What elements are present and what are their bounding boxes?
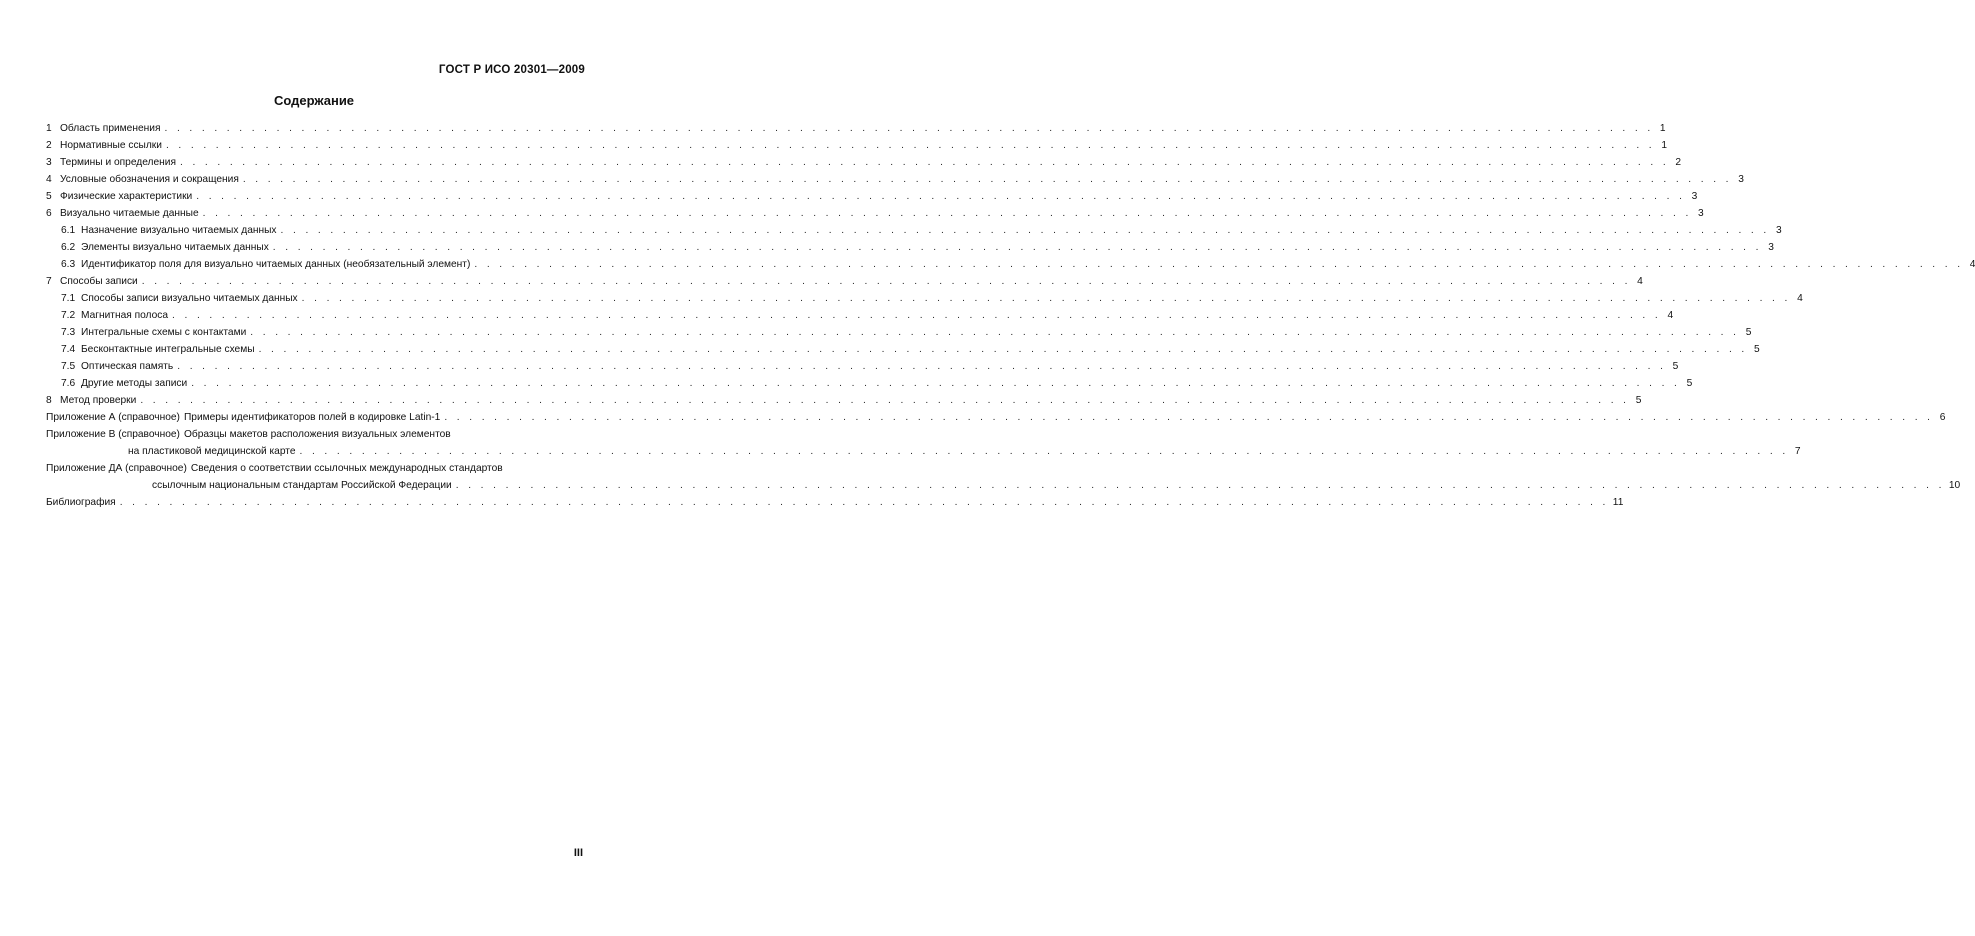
- toc-entry-title: Библиография: [46, 497, 116, 508]
- dot-leader: . . . . . . . . . . . . . . . . . . . . . . . . . . . . . . . . . . . . . . . . . . . . . . . . . . . . . . . . . . . . . . . . . . . . . . . . . . . . . . . . . . . . . . . . . . . . . . . . . . . . . . . . . . . . . . . . . . . . . . . .: [250, 327, 1740, 338]
- toc-entry-title: Нормативные ссылки: [60, 140, 162, 151]
- toc-entry-number: 2: [46, 140, 52, 151]
- toc-entry-number: 7.5: [61, 361, 76, 372]
- toc-entry-page: 5: [1686, 378, 1693, 389]
- toc-entry-number: 4: [46, 174, 52, 185]
- dot-leader: . . . . . . . . . . . . . . . . . . . . . . . . . . . . . . . . . . . . . . . . . . . . . . . . . . . . . . . . . . . . . . . . . . . . . . . . . . . . . . . . . . . . . . . . . . . . . . . . . . . . . . . . . . . . . . . . . . . . . . . .: [258, 344, 1748, 355]
- dot-leader: . . . . . . . . . . . . . . . . . . . . . . . . . . . . . . . . . . . . . . . . . . . . . . . . . . . . . . . . . . . . . . . . . . . . . . . . . . . . . . . . . . . . . . . . . . . . . . . . . . . . . . . . . . . . . . . . . . . . . . . .: [140, 395, 1630, 406]
- appendix-title-line2-row: [46, 443, 1801, 460]
- toc-entry-number: 7.3: [61, 327, 76, 338]
- toc-entry-page: 2: [1675, 157, 1682, 168]
- appendix-title: Примеры идентификаторов полей в кодировке Latin-1: [183, 412, 441, 423]
- toc-entry-page: 5: [1672, 361, 1679, 372]
- toc-entry-title: Другие методы записи: [81, 378, 188, 389]
- toc-entry-page: 5: [1635, 395, 1642, 406]
- toc-entry[interactable]: [46, 375, 1693, 392]
- dot-leader: . . . . . . . . . . . . . . . . . . . . . . . . . . . . . . . . . . . . . . . . . . . . . . . . . . . . . . . . . . . . . . . . . . . . . . . . . . . . . . . . . . . . . . . . . . . . . . . . . . . . . . . . . . . . . . . . . . . . . . . .: [455, 480, 1945, 491]
- appendix-heading-line: [46, 460, 583, 477]
- dot-leader: . . . . . . . . . . . . . . . . . . . . . . . . . . . . . . . . . . . . . . . . . . . . . . . . . . . . . . . . . . . . . . . . . . . . . . . . . . . . . . . . . . . . . . . . . . . . . . . . . . . . . . . . . . . . . . . . . . . . . . . .: [177, 361, 1667, 372]
- toc-entry-number: 7: [46, 276, 52, 287]
- toc-entry-title: Идентификатор поля для визуально читаемых данных (необязательный элемент): [81, 259, 471, 270]
- toc-entry[interactable]: [46, 358, 1679, 375]
- toc-entry-number: 5: [46, 191, 52, 202]
- toc-entry-title: Назначение визуально читаемых данных: [81, 225, 277, 236]
- appendix-label: Приложение ДА (справочное): [46, 463, 187, 474]
- appendix-title-line1: Образцы макетов расположения визуальных элементов: [183, 429, 451, 440]
- toc-entry-number: 6.3: [61, 259, 76, 270]
- toc-title: Содержание: [273, 93, 355, 108]
- toc-entry-page: 3: [1775, 225, 1782, 236]
- appendix-heading-line: [46, 426, 583, 443]
- toc-entry-title: Способы записи: [60, 276, 138, 287]
- toc-entry[interactable]: [46, 392, 1642, 409]
- dot-leader: . . . . . . . . . . . . . . . . . . . . . . . . . . . . . . . . . . . . . . . . . . . . . . . . . . . . . . . . . . . . . . . . . . . . . . . . . . . . . . . . . . . . . . . . . . . . . . . . . . . . . . . . . . . . . . . . . . . . . . . .: [202, 208, 1692, 219]
- toc-entry[interactable]: [46, 171, 1744, 188]
- toc-entry[interactable]: [46, 205, 1704, 222]
- toc-entry-title: Область применения: [60, 123, 161, 134]
- toc-entry-page: 11: [1612, 497, 1624, 508]
- toc-entry-number: 1: [46, 123, 52, 134]
- dot-leader: . . . . . . . . . . . . . . . . . . . . . . . . . . . . . . . . . . . . . . . . . . . . . . . . . . . . . . . . . . . . . . . . . . . . . . . . . . . . . . . . . . . . . . . . . . . . . . . . . . . . . . . . . . . . . . . . . . . . . . . .: [299, 446, 1789, 457]
- toc-entry[interactable]: [46, 188, 1698, 205]
- appendix-label: Приложение А (справочное): [46, 412, 180, 423]
- dot-leader: . . . . . . . . . . . . . . . . . . . . . . . . . . . . . . . . . . . . . . . . . . . . . . . . . . . . . . . . . . . . . . . . . . . . . . . . . . . . . . . . . . . . . . . . . . . . . . . . . . . . . . . . . . . . . . . . . . . . . . . .: [141, 276, 1631, 287]
- toc-entry-page: 10: [1948, 480, 1961, 491]
- dot-leader: . . . . . . . . . . . . . . . . . . . . . . . . . . . . . . . . . . . . . . . . . . . . . . . . . . . . . . . . . . . . . . . . . . . . . . . . . . . . . . . . . . . . . . . . . . . . . . . . . . . . . . . . . . . . . . . . . . . . . . . .: [444, 412, 1934, 423]
- toc-entry-title: Условные обозначения и сокращения: [60, 174, 239, 185]
- toc-entry[interactable]: [46, 239, 1774, 256]
- toc-entry[interactable]: [46, 137, 1668, 154]
- toc-entry[interactable]: [46, 307, 1674, 324]
- toc-entry-number: 8: [46, 395, 52, 406]
- toc-appendix-b[interactable]: [46, 426, 1801, 460]
- toc-entry-number: 7.4: [61, 344, 76, 355]
- toc-entry-page: 4: [1797, 293, 1803, 304]
- toc-entry-number: 3: [46, 157, 52, 168]
- dot-leader: . . . . . . . . . . . . . . . . . . . . . . . . . . . . . . . . . . . . . . . . . . . . . . . . . . . . . . . . . . . . . . . . . . . . . . . . . . . . . . . . . . . . . . . . . . . . . . . . . . . . . . . . . . . . . . . . . . . . . . . .: [119, 497, 1609, 508]
- dot-leader: . . . . . . . . . . . . . . . . . . . . . . . . . . . . . . . . . . . . . . . . . . . . . . . . . . . . . . . . . . . . . . . . . . . . . . . . . . . . . . . . . . . . . . . . . . . . . . . . . . . . . . . . . . . . . . . . . . . . . . . .: [272, 242, 1762, 253]
- toc-entry-page: 3: [1691, 191, 1698, 202]
- toc-entry-title: Бесконтактные интегральные схемы: [81, 344, 255, 355]
- toc-entry-page: 4: [1667, 310, 1674, 321]
- toc-entry-number: 7.2: [61, 310, 76, 321]
- toc-entry-title: Интегральные схемы с контактами: [81, 327, 247, 338]
- toc-entry-page: 3: [1698, 208, 1704, 219]
- toc-entry-number: 6: [46, 208, 52, 219]
- toc-entry[interactable]: [46, 120, 1666, 137]
- toc-entry-title: Элементы визуально читаемых данных: [81, 242, 269, 253]
- appendix-label: Приложение В (справочное): [46, 429, 180, 440]
- toc-entry[interactable]: [46, 324, 1752, 341]
- dot-leader: . . . . . . . . . . . . . . . . . . . . . . . . . . . . . . . . . . . . . . . . . . . . . . . . . . . . . . . . . . . . . . . . . . . . . . . . . . . . . . . . . . . . . . . . . . . . . . . . . . . . . . . . . . . . . . . . . . . . . . . .: [301, 293, 1791, 304]
- dot-leader: . . . . . . . . . . . . . . . . . . . . . . . . . . . . . . . . . . . . . . . . . . . . . . . . . . . . . . . . . . . . . . . . . . . . . . . . . . . . . . . . . . . . . . . . . . . . . . . . . . . . . . . . . . . . . . . . . . . . . . . .: [196, 191, 1686, 202]
- toc-entry-title: Визуально читаемые данные: [60, 208, 199, 219]
- toc-entry[interactable]: [46, 494, 1624, 511]
- toc-entry-page: 6: [1939, 412, 1946, 423]
- toc-entry-number: 6.1: [61, 225, 76, 236]
- toc-entry-title: Физические характеристики: [60, 191, 193, 202]
- appendix-title-line1: Сведения о соответствии ссылочных международных стандартов: [190, 463, 503, 474]
- toc-entry-number: 6.2: [61, 242, 76, 253]
- page-number: III: [573, 847, 583, 859]
- dot-leader: . . . . . . . . . . . . . . . . . . . . . . . . . . . . . . . . . . . . . . . . . . . . . . . . . . . . . . . . . . . . . . . . . . . . . . . . . . . . . . . . . . . . . . . . . . . . . . . . . . . . . . . . . . . . . . . . . . . . . . . .: [164, 123, 1654, 134]
- appendix-title-line2-row: [46, 477, 1961, 494]
- toc-entry-title: Метод проверки: [60, 395, 137, 406]
- table-of-contents: [46, 120, 1975, 511]
- appendix-title-line2: ссылочным национальным стандартам Российской Федерации: [152, 480, 452, 491]
- toc-appendix-da[interactable]: [46, 460, 1961, 494]
- appendix-title-line2: на пластиковой медицинской карте: [128, 446, 296, 457]
- toc-entry-page: 7: [1794, 446, 1801, 457]
- toc-entry[interactable]: [46, 222, 1782, 239]
- toc-entry-page: 4: [1637, 276, 1643, 287]
- toc-entry-title: Оптическая память: [81, 361, 174, 372]
- toc-entry-page: 1: [1661, 140, 1668, 151]
- dot-leader: . . . . . . . . . . . . . . . . . . . . . . . . . . . . . . . . . . . . . . . . . . . . . . . . . . . . . . . . . . . . . . . . . . . . . . . . . . . . . . . . . . . . . . . . . . . . . . . . . . . . . . . . . . . . . . . . . . . . . . . .: [280, 225, 1770, 236]
- toc-entry-page: 5: [1753, 344, 1760, 355]
- toc-appendix-a[interactable]: [46, 409, 1946, 426]
- toc-entry-page: 3: [1738, 174, 1744, 185]
- toc-entry-number: 7.6: [61, 378, 76, 389]
- toc-entry-page: 4: [1969, 259, 1975, 270]
- toc-entry-page: 1: [1659, 123, 1666, 134]
- toc-entry-page: 5: [1745, 327, 1752, 338]
- dot-leader: . . . . . . . . . . . . . . . . . . . . . . . . . . . . . . . . . . . . . . . . . . . . . . . . . . . . . . . . . . . . . . . . . . . . . . . . . . . . . . . . . . . . . . . . . . . . . . . . . . . . . . . . . . . . . . . . . . . . . . . .: [474, 259, 1964, 270]
- toc-entry[interactable]: [46, 290, 1803, 307]
- toc-entry[interactable]: [46, 273, 1643, 290]
- toc-entry[interactable]: [46, 256, 1975, 273]
- dot-leader: . . . . . . . . . . . . . . . . . . . . . . . . . . . . . . . . . . . . . . . . . . . . . . . . . . . . . . . . . . . . . . . . . . . . . . . . . . . . . . . . . . . . . . . . . . . . . . . . . . . . . . . . . . . . . . . . . . . . . . . .: [179, 157, 1670, 168]
- toc-entry[interactable]: [46, 154, 1682, 171]
- toc-entry[interactable]: [46, 341, 1760, 358]
- document-code: ГОСТ Р ИСО 20301—2009: [438, 64, 585, 76]
- toc-entry-title: Термины и определения: [60, 157, 176, 168]
- toc-entry-title: Магнитная полоса: [81, 310, 169, 321]
- toc-entry-title: Способы записи визуально читаемых данных: [81, 293, 298, 304]
- toc-entry-page: 3: [1768, 242, 1774, 253]
- dot-leader: . . . . . . . . . . . . . . . . . . . . . . . . . . . . . . . . . . . . . . . . . . . . . . . . . . . . . . . . . . . . . . . . . . . . . . . . . . . . . . . . . . . . . . . . . . . . . . . . . . . . . . . . . . . . . . . . . . . . . . . .: [191, 378, 1681, 389]
- dot-leader: . . . . . . . . . . . . . . . . . . . . . . . . . . . . . . . . . . . . . . . . . . . . . . . . . . . . . . . . . . . . . . . . . . . . . . . . . . . . . . . . . . . . . . . . . . . . . . . . . . . . . . . . . . . . . . . . . . . . . . . .: [172, 310, 1662, 321]
- toc-entry-number: 7.1: [61, 293, 76, 304]
- dot-leader: . . . . . . . . . . . . . . . . . . . . . . . . . . . . . . . . . . . . . . . . . . . . . . . . . . . . . . . . . . . . . . . . . . . . . . . . . . . . . . . . . . . . . . . . . . . . . . . . . . . . . . . . . . . . . . . . . . . . . . . .: [242, 174, 1732, 185]
- dot-leader: . . . . . . . . . . . . . . . . . . . . . . . . . . . . . . . . . . . . . . . . . . . . . . . . . . . . . . . . . . . . . . . . . . . . . . . . . . . . . . . . . . . . . . . . . . . . . . . . . . . . . . . . . . . . . . . . . . . . . . . .: [165, 140, 1656, 151]
